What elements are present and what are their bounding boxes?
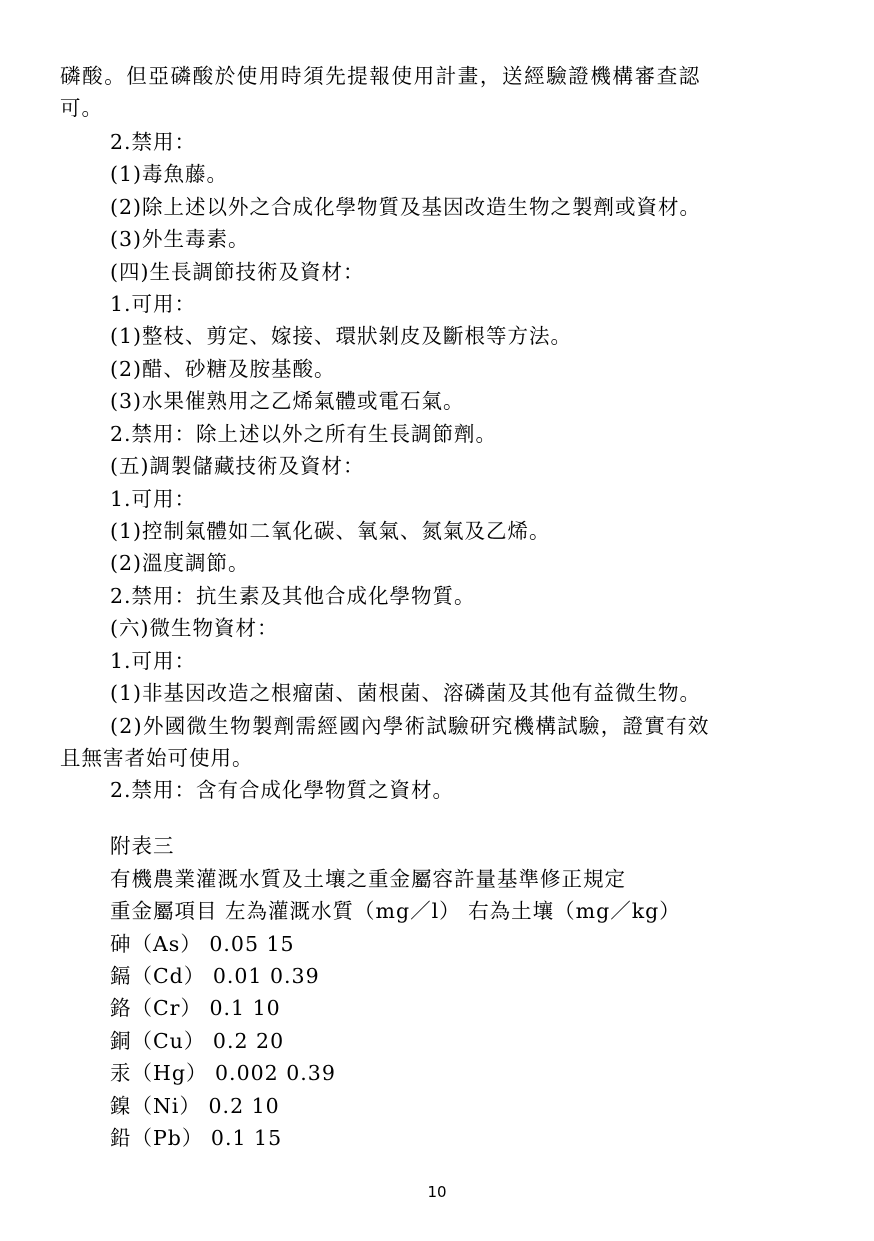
section-6-allowed-item-2-line-2: 且無害者始可使用。 (60, 746, 254, 770)
forbidden-item-3: (3)外生毒素。 (110, 227, 250, 251)
table-row: 汞（Hg） 0.002 0.39 (110, 1061, 336, 1085)
appendix-subtitle: 有機農業灌溉水質及土壤之重金屬容許量基準修正規定 (110, 867, 626, 891)
intro-line-2: 可。 (60, 96, 103, 120)
page-number: 10 (427, 1183, 447, 1201)
table-row: 砷（As） 0.05 15 (110, 932, 295, 956)
section-6-allowed-heading: 1.可用： (110, 649, 197, 673)
table-row: 鎳（Ni） 0.2 10 (110, 1094, 280, 1118)
section-5-allowed-item-2: (2)溫度調節。 (110, 551, 250, 575)
table-row: 銅（Cu） 0.2 20 (110, 1029, 285, 1053)
forbidden-heading: 2.禁用： (110, 130, 197, 154)
section-6-forbidden: 2.禁用：含有合成化學物質之資材。 (110, 778, 455, 802)
forbidden-item-1: (1)毒魚藤。 (110, 162, 229, 186)
appendix-table-header: 重金屬項目 左為灌溉水質（mg／l） 右為土壤（mg／kg） (110, 899, 681, 923)
section-4-forbidden: 2.禁用：除上述以外之所有生長調節劑。 (110, 422, 498, 446)
section-5-allowed-heading: 1.可用： (110, 487, 197, 511)
section-5-forbidden: 2.禁用：抗生素及其他合成化學物質。 (110, 584, 476, 608)
section-5-heading: (五)調製儲藏技術及資材： (110, 454, 365, 478)
table-row: 鉛（Pb） 0.1 15 (110, 1126, 283, 1150)
section-5-allowed-item-1: (1)控制氣體如二氧化碳、氧氣、氮氣及乙烯。 (110, 519, 551, 543)
section-4-heading: (四)生長調節技術及資材： (110, 260, 365, 284)
section-6-allowed-item-1: (1)非基因改造之根瘤菌、菌根菌、溶磷菌及其他有益微生物。 (110, 681, 702, 705)
section-4-allowed-item-1: (1)整枝、剪定、嫁接、環狀剝皮及斷根等方法。 (110, 324, 573, 348)
section-6-heading: (六)微生物資材： (110, 616, 279, 640)
forbidden-item-2: (2)除上述以外之合成化學物質及基因改造生物之製劑或資材。 (110, 195, 702, 219)
section-4-allowed-item-2: (2)醋、砂糖及胺基酸。 (110, 357, 336, 381)
section-4-allowed-item-3: (3)水果催熟用之乙烯氣體或電石氣。 (110, 389, 465, 413)
table-row: 鉻（Cr） 0.1 10 (110, 996, 281, 1020)
intro-line-1: 磷酸。但亞磷酸於使用時須先提報使用計畫，送經驗證機構審查認 (60, 64, 701, 88)
appendix-title: 附表三 (110, 834, 175, 858)
section-4-allowed-heading: 1.可用： (110, 292, 197, 316)
section-6-allowed-item-2-line-1: (2)外國微生物製劑需經國內學術試驗研究機構試驗，證實有效 (110, 714, 710, 738)
table-row: 鎘（Cd） 0.01 0.39 (110, 964, 320, 988)
